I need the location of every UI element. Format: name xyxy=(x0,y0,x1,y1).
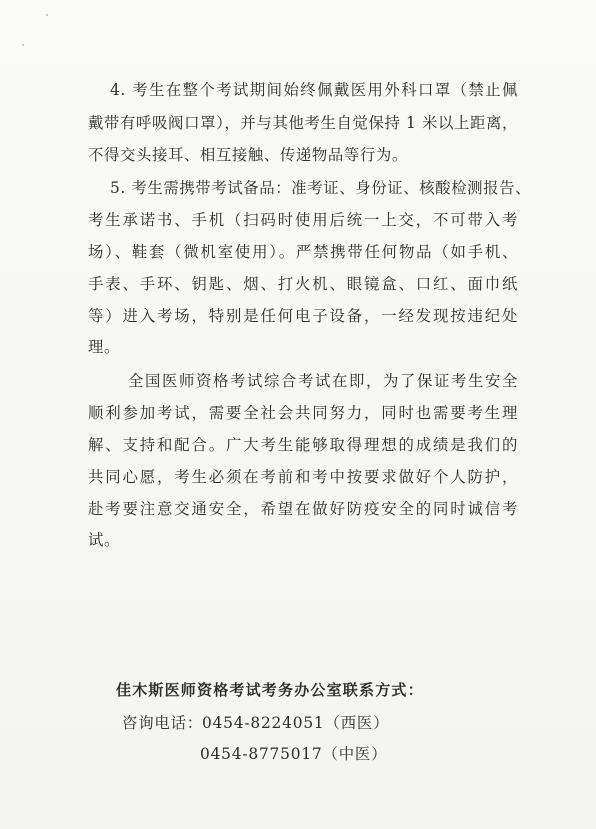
closing-line-1: 全国医师资格考试综合考试在即，为了保证考生安全 xyxy=(128,372,518,390)
closing-line-4: 共同心愿，考生必须在考前和考中按要求做好个人防护， xyxy=(88,468,518,486)
phone-label: 咨询电话： xyxy=(122,714,203,732)
paragraph-5-line-2: 考生承诺书、手机（扫码时使用后统一上交，不可带入考 xyxy=(88,211,518,229)
scan-speck xyxy=(22,44,24,46)
paragraph-5-line-4: 手表、手环、钥匙、烟、打火机、眼镜盒、口红、面巾纸 xyxy=(88,275,518,293)
phone-chinese-medicine: 0454-8775017（中医） xyxy=(200,745,388,763)
closing-line-5: 赴考要注意交通安全，希望在做好防疫安全的同时诚信考 xyxy=(88,500,518,518)
paragraph-4-line-1: 4. 考生在整个考试期间始终佩戴医用外科口罩（禁止佩 xyxy=(110,81,518,99)
contact-title: 佳木斯医师资格考试考务办公室联系方式： xyxy=(116,681,424,699)
paragraph-4-line-2: 戴带有呼吸阀口罩），并与其他考生自觉保持 1 米以上距离， xyxy=(88,114,518,132)
closing-line-2: 顺利参加考试，需要全社会共同努力，同时也需要考生理 xyxy=(88,404,518,422)
scan-speck xyxy=(46,14,48,16)
paragraph-5-line-5: 等）进入考场，特别是任何电子设备，一经发现按违纪处 xyxy=(88,307,518,325)
paragraph-5-line-6: 理。 xyxy=(88,338,120,356)
paragraph-4-line-3: 不得交头接耳、相互接触、传递物品等行为。 xyxy=(88,146,408,164)
paragraph-5-line-3: 场）、鞋套（微机室使用）。严禁携带任何物品（如手机、 xyxy=(88,243,518,261)
phone-west-medicine: 0454-8224051（西医） xyxy=(202,714,390,732)
closing-line-3: 解、支持和配合。广大考生能够取得理想的成绩是我们的 xyxy=(88,436,518,454)
paragraph-5-line-1: 5. 考生需携带考试备品：准考证、身份证、核酸检测报告、 xyxy=(110,179,532,197)
closing-line-6: 试。 xyxy=(88,531,120,549)
